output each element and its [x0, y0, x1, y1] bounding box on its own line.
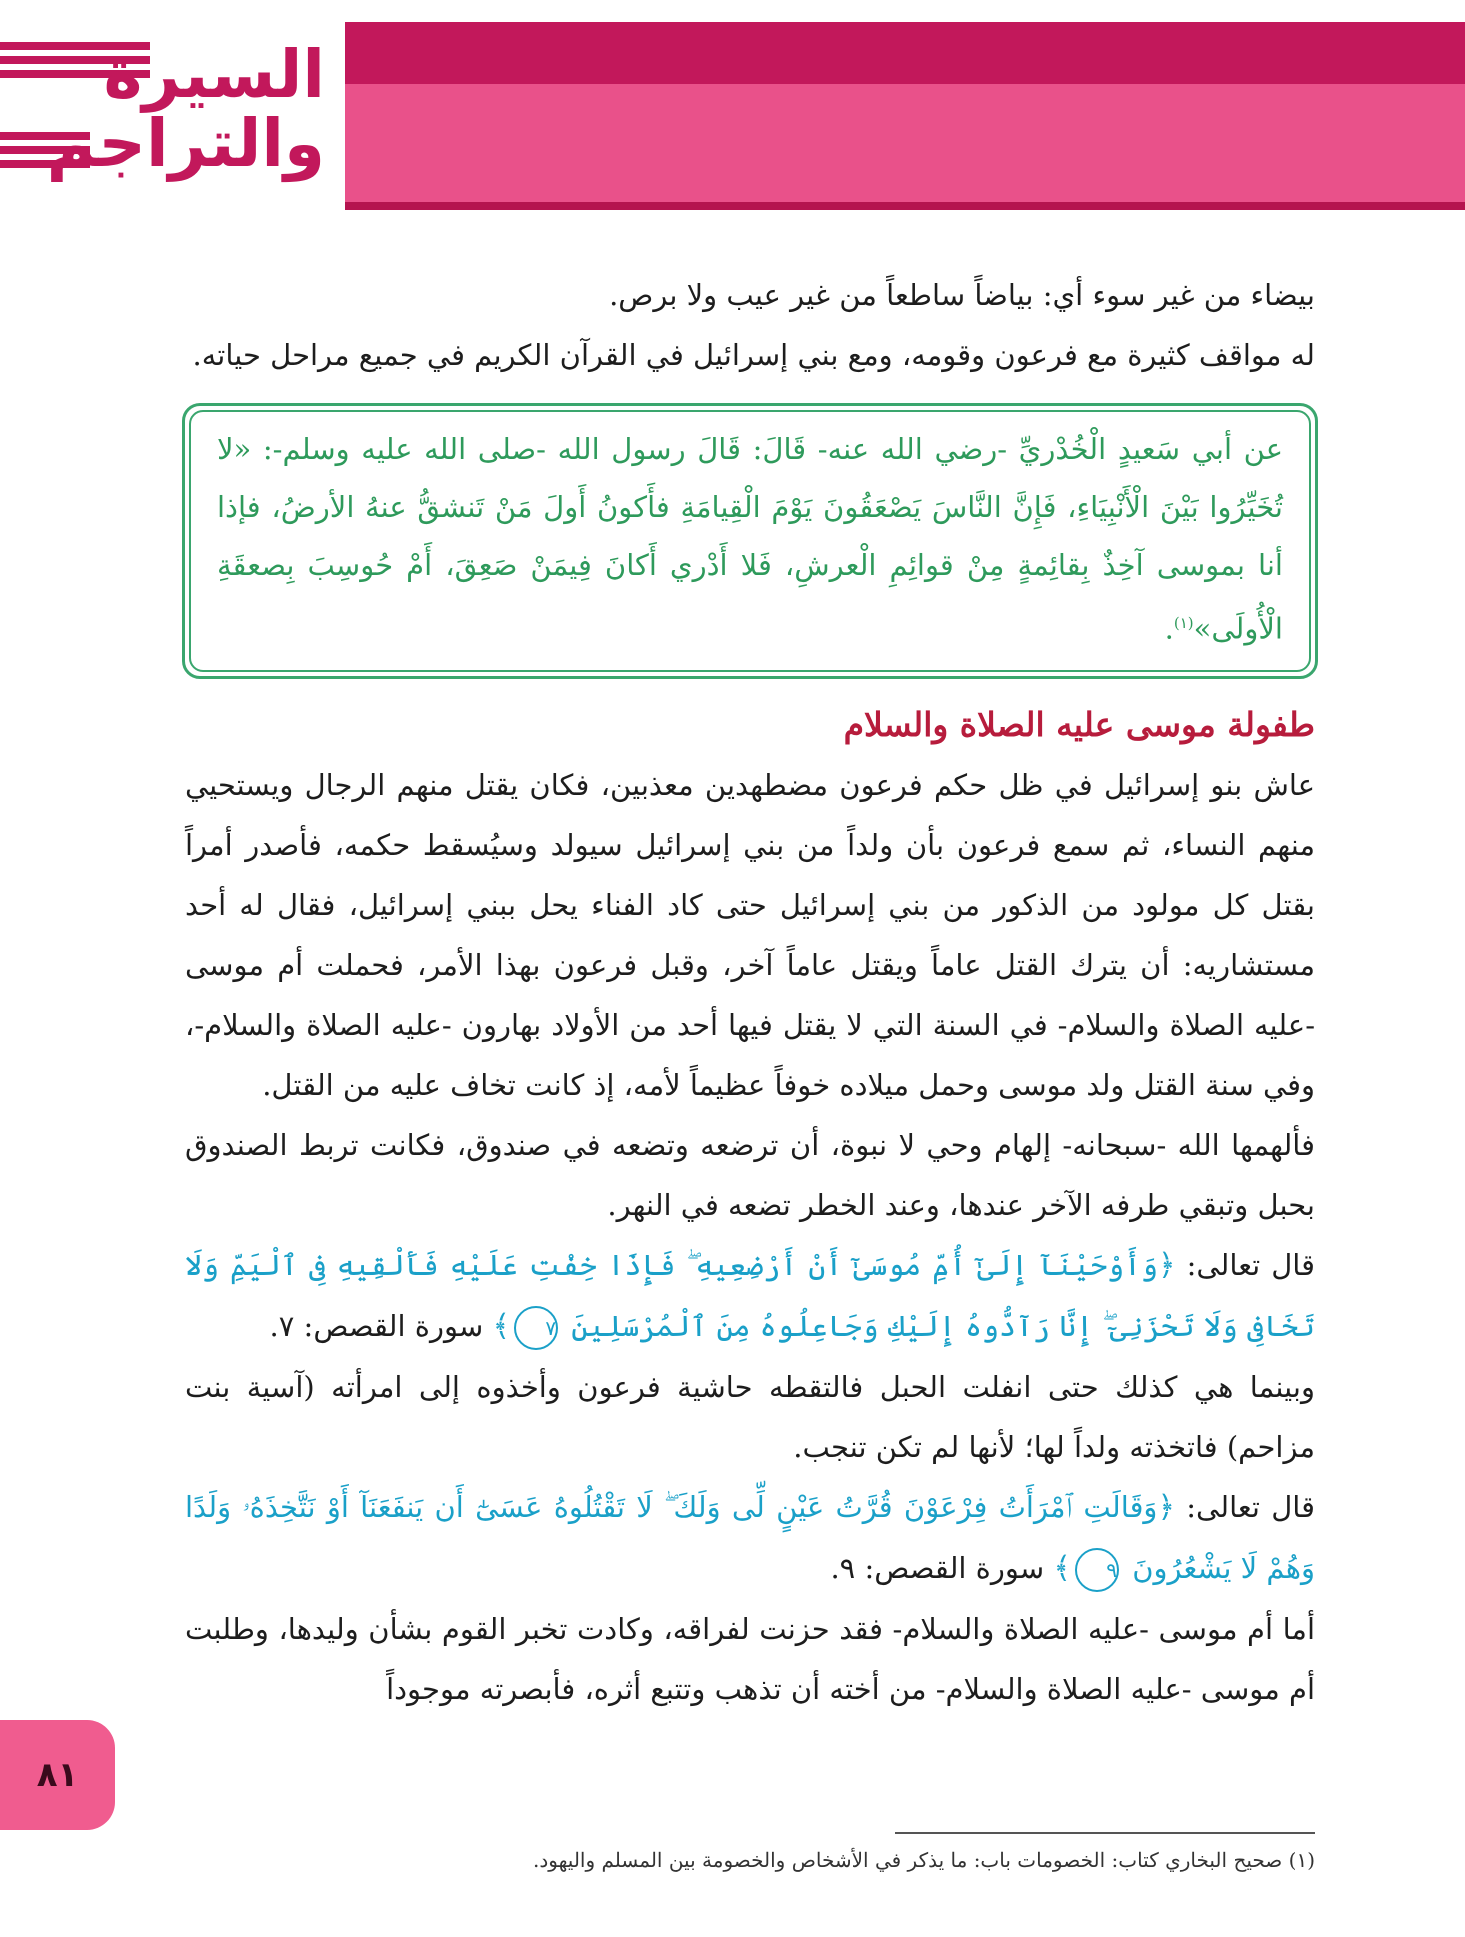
ayah-open-bracket: ﴿ — [1158, 1247, 1176, 1283]
hadith-text: عن أبي سَعيدٍ الْخُدْريِّ -رضي الله عنه- قَالَ: قَالَ رسول الله -صلى الله عليه وسلم-: «لا تُخَيِّرُوا بَيْنَ الْأَنْبِيَاءِ، فَإِنَّ النَّاسَ يَصْعَقُونَ يَوْمَ الْقِيامَةِ فأَكونُ أَولَ مَنْ تَنشقُّ عنهُ الأرضُ، فإذا أنا بموسى آخِذٌ بِقائِمةٍ مِنْ قوائِمِ الْعرشِ، فَلا أَدْري أَكانَ فِيمَنْ صَعِقَ، أَمْ حُوسِبَ بِصعقَةِ الْأُولَى»$^{(١)}$. — [217, 432, 1283, 646]
ayah-close-bracket: ﴾ — [492, 1308, 511, 1344]
section-logo — [0, 22, 345, 210]
ayah-open-bracket: ﴿ — [1157, 1489, 1176, 1525]
ayah-number-marker: ٩ — [1075, 1548, 1119, 1592]
ayah-close-bracket: ﴾ — [1053, 1550, 1071, 1586]
logo-line-1: السيرة — [103, 36, 325, 113]
quran-quote-1 — [185, 1235, 1315, 1357]
hadith-box — [182, 403, 1318, 679]
intro-paragraph-1: بيضاء من غير سوء أي: بياضاً ساطعاً من غير عيب ولا برص. — [609, 278, 1315, 312]
footnote: (١) صحيح البخاري كتاب: الخصومات باب: ما يذكر في الأشخاص والخصومة بين المسلم واليهود. — [532, 1848, 1315, 1872]
quote-lead: قال تعالى: — [1175, 1247, 1315, 1282]
ayah-number-marker: ٧ — [514, 1306, 558, 1350]
hadith-body: عن أبي سَعيدٍ الْخُدْريِّ -رضي الله عنه- قَالَ: قَالَ رسول الله -صلى الله عليه وسلم-: «لا تُخَيِّرُوا بَيْنَ الْأَنْبِيَاءِ، فَإِنَّ النَّاسَ يَصْعَقُونَ يَوْمَ الْقِيامَةِ فأَكونُ أَولَ مَنْ تَنشقُّ عنهُ الأرضُ، فإذا أنا بموسى آخِذٌ بِقائِمةٍ مِنْ قوائِمِ الْعرشِ، فَلا أَدْري أَكانَ فِيمَنْ صَعِقَ، أَمْ حُوسِبَ بِصعقَةِ الْأُولَى» — [217, 432, 1283, 646]
page-number-tab — [0, 1720, 115, 1830]
page-content — [185, 265, 1315, 1719]
footnote-divider — [895, 1832, 1315, 1834]
section-paragraph-2: فألهمها الله -سبحانه- إلهام وحي لا نبوة، أن ترضعه وتضعه في صندوق، فكانت تربط الصندوق بحبل وتبقي طرفه الآخر عندها، وعند الخطر تضعه في النهر. — [185, 1127, 1315, 1222]
ayah-text: وَقَالَتِ ٱمْرَأَتُ فِرْعَوْنَ قُرَّتُ عَيْنٍ لِّى وَلَكَ ۖ لَا تَقْتُلُوهُ عَسَىٰٓ أَن يَنفَعَنَآ أَوْ نَتَّخِذَهُۥ وَلَدًا وَهُمْ لَا يَشْعُرُونَ — [185, 1489, 1315, 1585]
quote-lead: قال تعالى: — [1175, 1489, 1315, 1524]
ayah-reference: سورة القصص: ٩. — [830, 1550, 1054, 1585]
section-paragraph-3: وبينما هي كذلك حتى انفلت الحبل فالتقطه حاشية فرعون وأخذوه إلى امرأته (آسية بنت مزاحم) فاتخذته ولداً لها؛ لأنها لم تكن تنجب. — [185, 1369, 1315, 1464]
section-paragraph-4: أما أم موسى -عليه الصلاة والسلام- فقد حزنت لفراقه، وكادت تخبر القوم بشأن وليدها، وطلبت أم موسى -عليه الصلاة والسلام- من أخته أن تذهب وتتبع أثره، فأبصرته موجوداً — [185, 1611, 1315, 1706]
ayah-reference: سورة القصص: ٧. — [269, 1308, 493, 1343]
ayah-text: وَأَوْحَيْنَآ إِلَىٰٓ أُمِّ مُوسَىٰٓ أَنْ أَرْضِعِيهِ ۖ فَإِذَا خِفْتِ عَلَيْهِ فَأَلْقِيهِ فِى ٱلْيَمِّ وَلَا تَخَافِى وَلَا تَحْزَنِىٓ ۖ إِنَّا رَآدُّوهُ إِلَيْكِ وَجَاعِلُوهُ مِنَ ٱلْمُرْسَلِينَ — [185, 1247, 1315, 1343]
page-number: ٨١ — [36, 1755, 79, 1795]
page-header — [0, 0, 1465, 212]
intro-paragraph-2: له مواقف كثيرة مع فرعون وقومه، ومع بني إسرائيل في القرآن الكريم في جميع مراحل حياته. — [192, 338, 1315, 372]
quran-quote-2 — [185, 1477, 1315, 1599]
section-heading: طفولة موسى عليه الصلاة والسلام — [843, 704, 1315, 744]
logo-line-2: والتراجم — [46, 105, 325, 183]
section-paragraph-1: عاش بنو إسرائيل في ظل حكم فرعون مضطهدين معذبين، فكان يقتل منهم الرجال ويستحيي منهم النساء، ثم سمع فرعون بأن ولداً من بني إسرائيل سيولد وسيُسقط حكمه، فأصدر أمراً بقتل كل مولود من الذكور من بني إسرائيل حتى كاد الفناء يحل ببني إسرائيل، فقال له أحد مستشاريه: أن يترك القتل عاماً ويقتل عاماً آخر، وقبل فرعون بهذا الأمر، فحملت أم موسى -عليه الصلاة والسلام- في السنة التي لا يقتل فيها أحد من الأولاد بهارون -عليه الصلاة والسلام-، وفي سنة القتل ولد موسى وحمل ميلاده خوفاً عظيماً لأمه، إذ كانت تخاف عليه من القتل. — [185, 767, 1315, 1102]
logo-title — [25, 36, 325, 183]
hadith-inner-frame — [189, 410, 1311, 672]
footnote-ref[interactable]: (١) — [1173, 614, 1194, 632]
